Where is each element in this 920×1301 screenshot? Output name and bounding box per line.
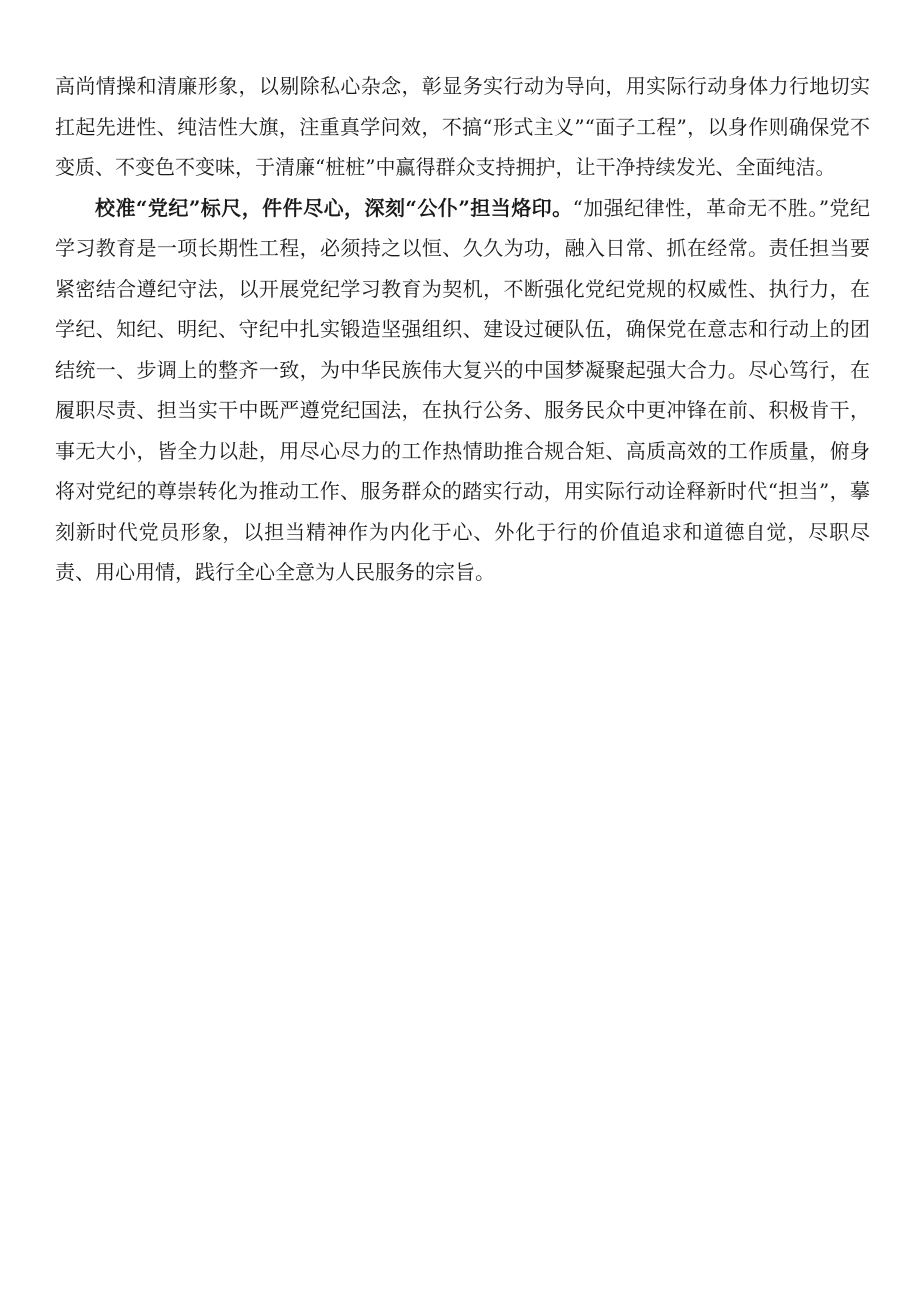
paragraph-2-lead-heading: 校准“党纪”标尺，件件尽心，深刻“公仆”担当烙印。: [95, 195, 573, 220]
paragraph-2: [55, 188, 870, 593]
paragraph-1: [55, 66, 870, 188]
paragraph-2-text: “加强纪律性，革命无不胜。”党纪学习教育是一项长期性工程，必须持之以恒、久久为功，融入日常、抓在经常。责任担当要紧密结合遵纪守法，以开展党纪学习教育为契机，不断强化党纪党规的权威性、执行力，在学纪、知纪、明纪、守纪中扎实锻造坚强组织、建设过硬队伍，确保党在意志和行动上的团结统一、步调上的整齐一致，为中华民族伟大复兴的中国梦凝聚起强大合力。尽心笃行，在履职尽责、担当实干中既严遵党纪国法，在执行公务、服务民众中更冲锋在前、积极肯干，事无大小，皆全力以赴，用尽心尽力的工作热情助推合规合矩、高质高效的工作质量，俯身将对党纪的尊崇转化为推动工作、服务群众的踏实行动，用实际行动诠释新时代“担当”，摹刻新时代党员形象，以担当精神作为内化于心、外化于行的价值追求和道德自觉，尽职尽责、用心用情，践行全心全意为人民服务的宗旨。: [55, 195, 871, 584]
paragraph-1-text: 高尚情操和清廉形象，以剔除私心杂念，彰显务实行动为导向，用实际行动身体力行地切实扛起先进性、纯洁性大旗，注重真学问效，不搞“形式主义”“面子工程”，以身作则确保党不变质、不变色不变味，于清廉“桩桩”中赢得群众支持拥护，让干净持续发光、全面纯洁。: [55, 74, 870, 179]
document-body: [55, 66, 870, 593]
